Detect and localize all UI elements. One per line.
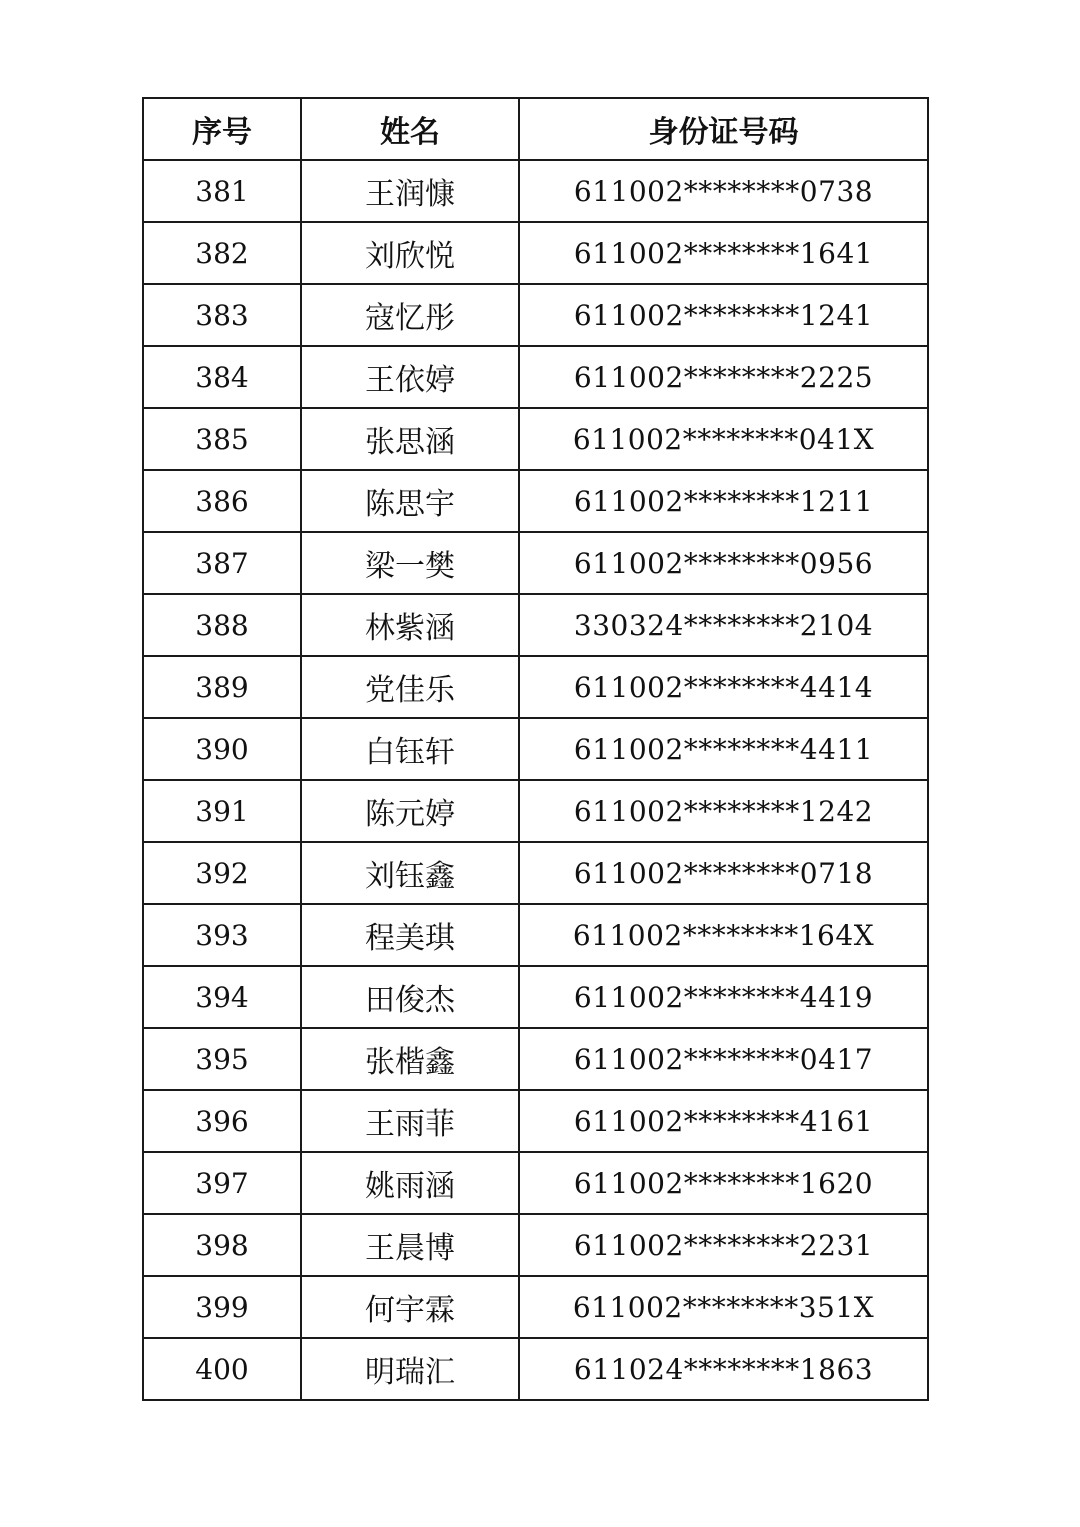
- cell-name: 王雨菲: [301, 1090, 519, 1152]
- cell-number: 391: [143, 780, 301, 842]
- cell-number: 386: [143, 470, 301, 532]
- cell-id-number: 611002********1211: [519, 470, 928, 532]
- table-row: [143, 408, 928, 470]
- cell-name: 陈思宇: [301, 470, 519, 532]
- cell-number: 396: [143, 1090, 301, 1152]
- cell-id-number: 611002********1241: [519, 284, 928, 346]
- cell-number: 390: [143, 718, 301, 780]
- cell-name: 明瑞汇: [301, 1338, 519, 1400]
- cell-name: 梁一樊: [301, 532, 519, 594]
- cell-id-number: 611002********4414: [519, 656, 928, 718]
- cell-name: 王润慷: [301, 160, 519, 222]
- cell-number: 393: [143, 904, 301, 966]
- cell-name: 田俊杰: [301, 966, 519, 1028]
- table-row: [143, 594, 928, 656]
- cell-id-number: 611002********0738: [519, 160, 928, 222]
- cell-name: 王依婷: [301, 346, 519, 408]
- cell-name: 刘欣悦: [301, 222, 519, 284]
- cell-id-number: 611002********0417: [519, 1028, 928, 1090]
- cell-id-number: 611002********4419: [519, 966, 928, 1028]
- table-row: [143, 718, 928, 780]
- cell-number: 392: [143, 842, 301, 904]
- cell-id-number: 611002********4411: [519, 718, 928, 780]
- cell-id-number: 611002********1242: [519, 780, 928, 842]
- cell-id-number: 611002********0718: [519, 842, 928, 904]
- table-row: [143, 1152, 928, 1214]
- table-row: [143, 656, 928, 718]
- cell-id-number: 611002********164X: [519, 904, 928, 966]
- cell-number: 395: [143, 1028, 301, 1090]
- cell-id-number: 611024********1863: [519, 1338, 928, 1400]
- roster-table: [142, 97, 929, 1401]
- cell-number: 399: [143, 1276, 301, 1338]
- cell-name: 寇忆彤: [301, 284, 519, 346]
- table-row: [143, 284, 928, 346]
- table-body: [143, 160, 928, 1400]
- cell-id-number: 611002********1641: [519, 222, 928, 284]
- cell-id-number: 611002********041X: [519, 408, 928, 470]
- table-row: [143, 842, 928, 904]
- cell-number: 383: [143, 284, 301, 346]
- table-row: [143, 222, 928, 284]
- cell-number: 397: [143, 1152, 301, 1214]
- header-id-number: 身份证号码: [519, 98, 928, 160]
- cell-number: 394: [143, 966, 301, 1028]
- cell-name: 刘钰鑫: [301, 842, 519, 904]
- cell-name: 王晨博: [301, 1214, 519, 1276]
- table-row: [143, 1338, 928, 1400]
- table-row: [143, 780, 928, 842]
- table-row: [143, 904, 928, 966]
- cell-name: 白钰轩: [301, 718, 519, 780]
- cell-name: 林紫涵: [301, 594, 519, 656]
- cell-name: 张思涵: [301, 408, 519, 470]
- cell-name: 姚雨涵: [301, 1152, 519, 1214]
- cell-name: 张楷鑫: [301, 1028, 519, 1090]
- cell-id-number: 611002********4161: [519, 1090, 928, 1152]
- cell-name: 陈元婷: [301, 780, 519, 842]
- cell-id-number: 611002********2225: [519, 346, 928, 408]
- cell-number: 388: [143, 594, 301, 656]
- table-row: [143, 1214, 928, 1276]
- cell-id-number: 611002********0956: [519, 532, 928, 594]
- table-row: [143, 1028, 928, 1090]
- cell-number: 382: [143, 222, 301, 284]
- header-name: 姓名: [301, 98, 519, 160]
- cell-id-number: 611002********2231: [519, 1214, 928, 1276]
- table-row: [143, 160, 928, 222]
- cell-name: 程美琪: [301, 904, 519, 966]
- cell-id-number: 611002********1620: [519, 1152, 928, 1214]
- cell-id-number: 611002********351X: [519, 1276, 928, 1338]
- cell-number: 381: [143, 160, 301, 222]
- cell-number: 384: [143, 346, 301, 408]
- cell-name: 党佳乐: [301, 656, 519, 718]
- cell-number: 389: [143, 656, 301, 718]
- cell-id-number: 330324********2104: [519, 594, 928, 656]
- table-row: [143, 1090, 928, 1152]
- document-sheet: [142, 97, 927, 1401]
- table-header: [143, 98, 928, 160]
- header-number: 序号: [143, 98, 301, 160]
- cell-number: 400: [143, 1338, 301, 1400]
- table-row: [143, 1276, 928, 1338]
- table-row: [143, 346, 928, 408]
- table-row: [143, 470, 928, 532]
- cell-number: 385: [143, 408, 301, 470]
- cell-name: 何宇霖: [301, 1276, 519, 1338]
- header-row: [143, 98, 928, 160]
- cell-number: 398: [143, 1214, 301, 1276]
- table-row: [143, 966, 928, 1028]
- table-row: [143, 532, 928, 594]
- cell-number: 387: [143, 532, 301, 594]
